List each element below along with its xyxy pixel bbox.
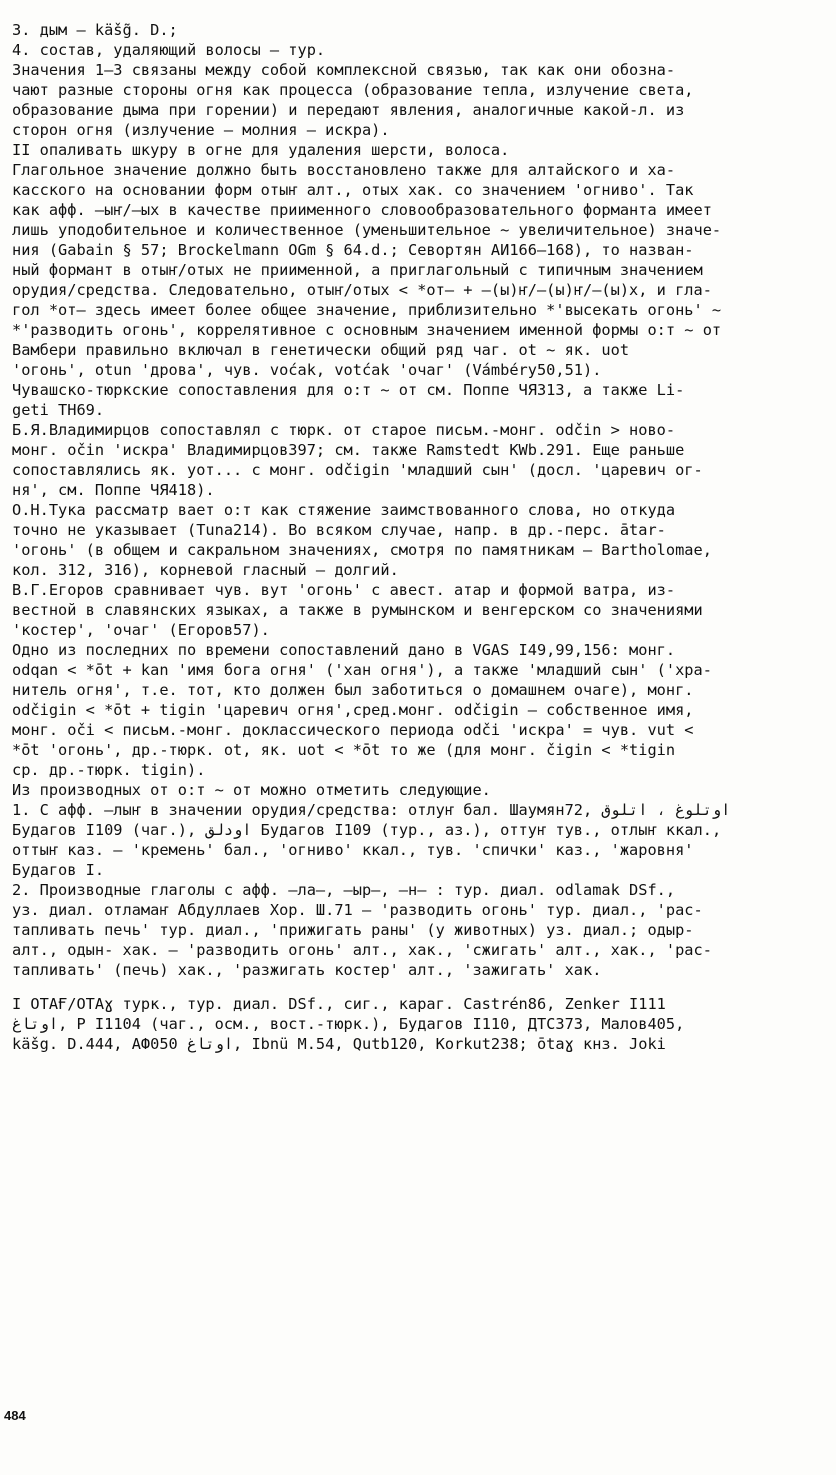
- text-line: тапливать печь' тур. диал., 'прижигать раны' (у животных) уз. диал.; одыр-: [12, 921, 694, 939]
- text-line: I OTAҒ/OTAɣ турк., тур. диал. DSf., сиг., караг. Castrén86, Zenker I111: [12, 995, 666, 1013]
- text-line: Чувашско-тюркские сопоставления для о:т ~ от см. Поппе ЧЯ313, а также Li-: [12, 381, 685, 399]
- text-line: Глагольное значение должно быть восстановлено также для алтайского и ха-: [12, 161, 676, 179]
- text-line: *'разводить огонь', коррелятивное с основным значением именной формы о:т ~ от: [12, 321, 722, 339]
- text-line: вестной в славянских языках, а также в румынском и венгерском со значениями: [12, 601, 703, 619]
- text-line: точно не указывает (Tuna214). Во всяком случае, напр. в др.-перс. ātar-: [12, 521, 666, 539]
- document-body: [12, 20, 826, 1054]
- text-line: اوتاغ, P I1104 (чаг., осм., вост.-тюрк.), Будагов I110, ДТС373, Малов405,: [12, 1015, 685, 1033]
- text-line: käšg. D.444, АФ050 اوتاغ, Ibnü M.54, Qutb120, Korkut238; ōtaɣ кнз. Joki: [12, 1035, 666, 1053]
- text-line: 3. дым – käšg̃. D.;: [12, 21, 178, 39]
- text-line: кол. 312, 316), корневой гласный – долгий.: [12, 561, 399, 579]
- text-line: сопоставлялись як. уот... с монг. odčigin 'младший сын' (досл. 'царевич ог-: [12, 461, 703, 479]
- text-line: как афф. –ыҥ/–ых в качестве приименного словообразовательного форманта имеет: [12, 201, 712, 219]
- text-line: [12, 980, 826, 994]
- text-line: ния (Gabain § 57; Brockelmann OGm § 64.d.; Севортян АИ166–168), то назван-: [12, 241, 694, 259]
- text-line: алт., одын- хак. – 'разводить огонь' алт., хак., 'сжигать' алт., хак., 'рас-: [12, 941, 712, 959]
- text-line: Вамбери правильно включал в генетически общий ряд чаг. ot ~ як. uot: [12, 341, 630, 359]
- text-line: сторон огня (излучение – молния – искра).: [12, 121, 390, 139]
- text-line: 'огонь', otun 'дрова', чув. voćak, votćak 'очаг' (Vámbéry50,51).: [12, 361, 602, 379]
- text-line: odqan < *ōt + kan 'имя бога огня' ('хан огня'), а также 'младший сын' ('хра-: [12, 661, 712, 679]
- text-line: касского на основании форм отыҥ алт., отых хак. со значением 'огниво'. Так: [12, 181, 694, 199]
- text-line: II опаливать шкуру в огне для удаления шерсти, волоса.: [12, 141, 510, 159]
- page-number: 484: [4, 1408, 26, 1423]
- text-line: *ōt 'огонь', др.-тюрк. ot, як. uot < *ōt то же (для монг. čigin < *tigin: [12, 741, 676, 759]
- text-line: Из производных от о:т ~ от можно отметить следующие.: [12, 781, 491, 799]
- text-line: лишь уподобительное и количественное (уменьшительное ~ увеличительное) значе-: [12, 221, 722, 239]
- text-line: 'огонь' (в общем и сакральном значениях, смотря по памятникам – Bartholomae,: [12, 541, 712, 559]
- text-line: гол *от– здесь имеет более общее значение, приблизительно *'высекать огонь' ~: [12, 301, 722, 319]
- text-line: Б.Я.Владимирцов сопоставлял с тюрк. от старое письм.-монг. odčin > ново-: [12, 421, 676, 439]
- text-line: тапливать' (печь) хак., 'разжигать костер' алт., 'зажигать' хак.: [12, 961, 602, 979]
- text-line: ня', см. Поппе ЧЯ418).: [12, 481, 215, 499]
- text-line: odčigin < *ōt + tigin 'царевич огня',сред.монг. odčigin – собственное имя,: [12, 701, 694, 719]
- text-line: Значения 1–3 связаны между собой комплексной связью, так как они обозна-: [12, 61, 676, 79]
- text-line: оттыҥ каз. – 'кремень' бал., 'огниво' ккал., тув. 'спички' каз., 'жаровня': [12, 841, 694, 859]
- text-line: geti TH69.: [12, 401, 105, 419]
- text-line: Будагов I.: [12, 861, 105, 879]
- text-line: Одно из последних по времени сопоставлений дано в VGAS I49,99,156: монг.: [12, 641, 676, 659]
- text-line: ный формант в отыҥ/отых не приименной, а приглагольный с типичным значением: [12, 261, 703, 279]
- text-line: 'костер', 'очаг' (Егоров57).: [12, 621, 270, 639]
- text-line: 1. С афф. –лыҥ в значении орудия/средства: отлуҥ бал. Шаумян72, اوتلوغ ، اتلوق: [12, 801, 731, 819]
- text-line: 2. Производные глаголы с афф. –ла–, –ыр–, –н– : тур. диал. odlamak DSf.,: [12, 881, 676, 899]
- text-line: уз. диал. отламаҥ Абдуллаев Хор. Ш.71 – 'разводить огонь' тур. диал., 'рас-: [12, 901, 703, 919]
- text-line: образование дыма при горении) и передают явления, аналогичные какой-л. из: [12, 101, 685, 119]
- text-line: чают разные стороны огня как процесса (образование тепла, излучение света,: [12, 81, 694, 99]
- text-line: О.Н.Тука рассматр вает о:т как стяжение заимствованного слова, но откуда: [12, 501, 676, 519]
- text-line: монг. oči < письм.-монг. доклассического периода odči 'искра' = чув. vut <: [12, 721, 694, 739]
- text-line: 4. состав, удаляющий волосы – тур.: [12, 41, 326, 59]
- text-line: орудия/средства. Следовательно, отыҥ/отых < *от– + –(ы)ҥ/–(ы)ҥ/–(ы)х, и гла-: [12, 281, 712, 299]
- text-line: ср. др.-тюрк. tigin).: [12, 761, 206, 779]
- text-line: В.Г.Егоров сравнивает чув. вут 'огонь' с авест. атар и формой ватра, из-: [12, 581, 676, 599]
- text-line: монг. očin 'искра' Владимирцов397; см. также Ramstedt KWb.291. Еще раньше: [12, 441, 685, 459]
- text-line: Будагов I109 (чаг.), اودلق Будагов I109 (тур., аз.), оттуҥ тув., отлыҥ ккал.,: [12, 821, 722, 839]
- text-line: нитель огня', т.е. тот, кто должен был заботиться о домашнем очаге), монг.: [12, 681, 694, 699]
